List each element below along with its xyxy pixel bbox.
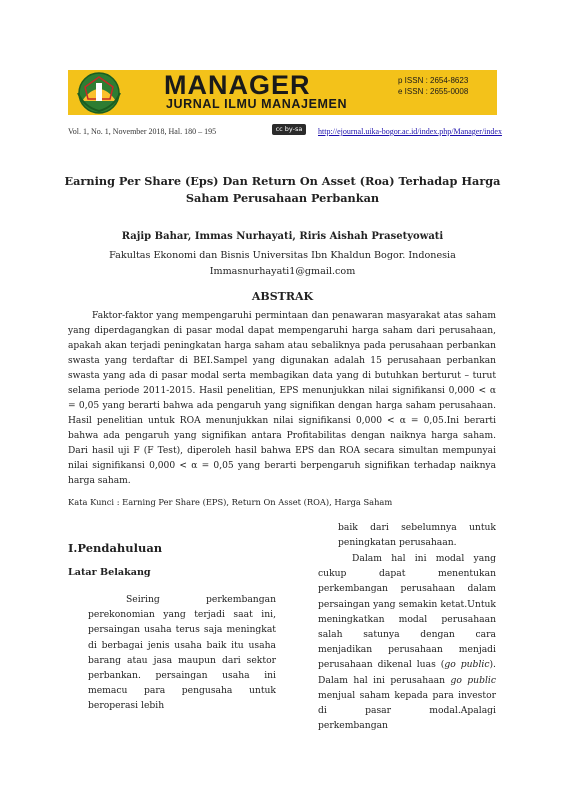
author-email: Immasnurhayati1@gmail.com: [209, 266, 356, 277]
affiliation: Fakultas Ekonomi dan Bisnis Universitas Ibn Khaldun Bogor. Indonesia: [109, 250, 456, 261]
author-list: Rajip Bahar, Immas Nurhayati, Riris Aishah Prasetyowati: [121, 231, 444, 242]
paragraph-text: Dalam hal ini modal yang cukup dapat menentukan perkembangan perusahaan dalam persaingan yang semakin ketat.Untuk meningkatkan modal perusahaan salah satunya dengan cara menjadikan perusahaan menjadi perusahaan dikenal luas (: [318, 553, 496, 671]
italic-term: go public: [444, 659, 490, 671]
left-column-paragraph: Seiring perkembangan perekonomian yang terjadi saat ini, persaingan usaha terus saja meningkat di berbagai jenis usaha baik itu usaha barang atau jasa maupun dari sektor perbankan. persaingan usaha ini memacu para pengusaha untuk beroperasi lebih: [88, 594, 276, 712]
electronic-issn: e ISSN : 2655-0008: [398, 87, 469, 96]
volume-info: Vol. 1, No. 1, November 2018, Hal. 180 – 195: [68, 127, 217, 136]
right-column-paragraph-1: baik dari sebelumnya untuk peningkatan perusahaan.: [338, 522, 496, 549]
abstract-text: Faktor-faktor yang mempengaruhi permintaan dan penawaran masyarakat atas saham yang diperdagangkan di pasar modal dapat mempengaruhi harga saham dari perusahaan, apakah akan terjadi peningkatan harga saham atau sebaliknya pada perusahaan perbankan swasta yang terdaftar di BEI.Sampel yang digunakan adalah 15 perusahaan perbankan swasta yang ada di pasar modal serta membagikan data yang di butuhkan berturut – turut selama periode 2011-2015. Hasil penelitian, EPS menunjukkan nilai signifikansi 0,000 < α = 0,05 yang berarti bahwa ada pengaruh yang signifikan dengan harga saham perusahaan. Hasil penelitian untuk ROA menunjukkan nilai signifikansi 0,000 < α = 0,05.Ini berarti bahwa ada pengaruh yang signifikan antara Profitabilitas dengan naiknya harga saham. Dari hasil uji F (F Test), diperoleh hasil bahwa EPS dan ROA secara simultan mempunyai nilai signifikansi 0,000 < α = 0,05 yang berarti berpengaruh signifikan terhadap naiknya harga saham.: [68, 311, 496, 486]
title-line-1: Earning Per Share (Eps) Dan Return On Asset (Roa) Terhadap Harga: [64, 174, 501, 188]
right-column-paragraph-2: [318, 551, 496, 733]
paragraph-text: menjual saham kepada para investor di pasar modal.Apalagi perkembangan: [318, 689, 496, 732]
university-emblem-icon: [72, 71, 126, 115]
journal-name: MANAGER: [164, 70, 311, 100]
journal-banner: [68, 70, 497, 115]
keywords: Kata Kunci : Earning Per Share (EPS), Return On Asset (ROA), Harga Saham: [68, 497, 393, 507]
print-issn: p ISSN : 2654-8623: [398, 76, 469, 85]
abstract-heading: ABSTRAK: [251, 290, 314, 303]
subsection-heading: Latar Belakang: [68, 567, 151, 578]
article-title: [60, 173, 505, 207]
italic-term: go public: [450, 674, 497, 686]
paragraph-text: ). Dalam hal ini perusahaan: [318, 659, 496, 686]
journal-url-link[interactable]: http://ejournal.uika-bogor.ac.id/index.php/Manager/index: [318, 127, 502, 136]
creative-commons-license-icon[interactable]: cc by-sa: [272, 124, 306, 135]
affiliation-block: [60, 248, 505, 280]
journal-subtitle: JURNAL ILMU MANAJEMEN: [166, 97, 348, 111]
section-heading: I.Pendahuluan: [68, 541, 163, 555]
title-line-2: Saham Perusahaan Perbankan: [185, 191, 380, 205]
